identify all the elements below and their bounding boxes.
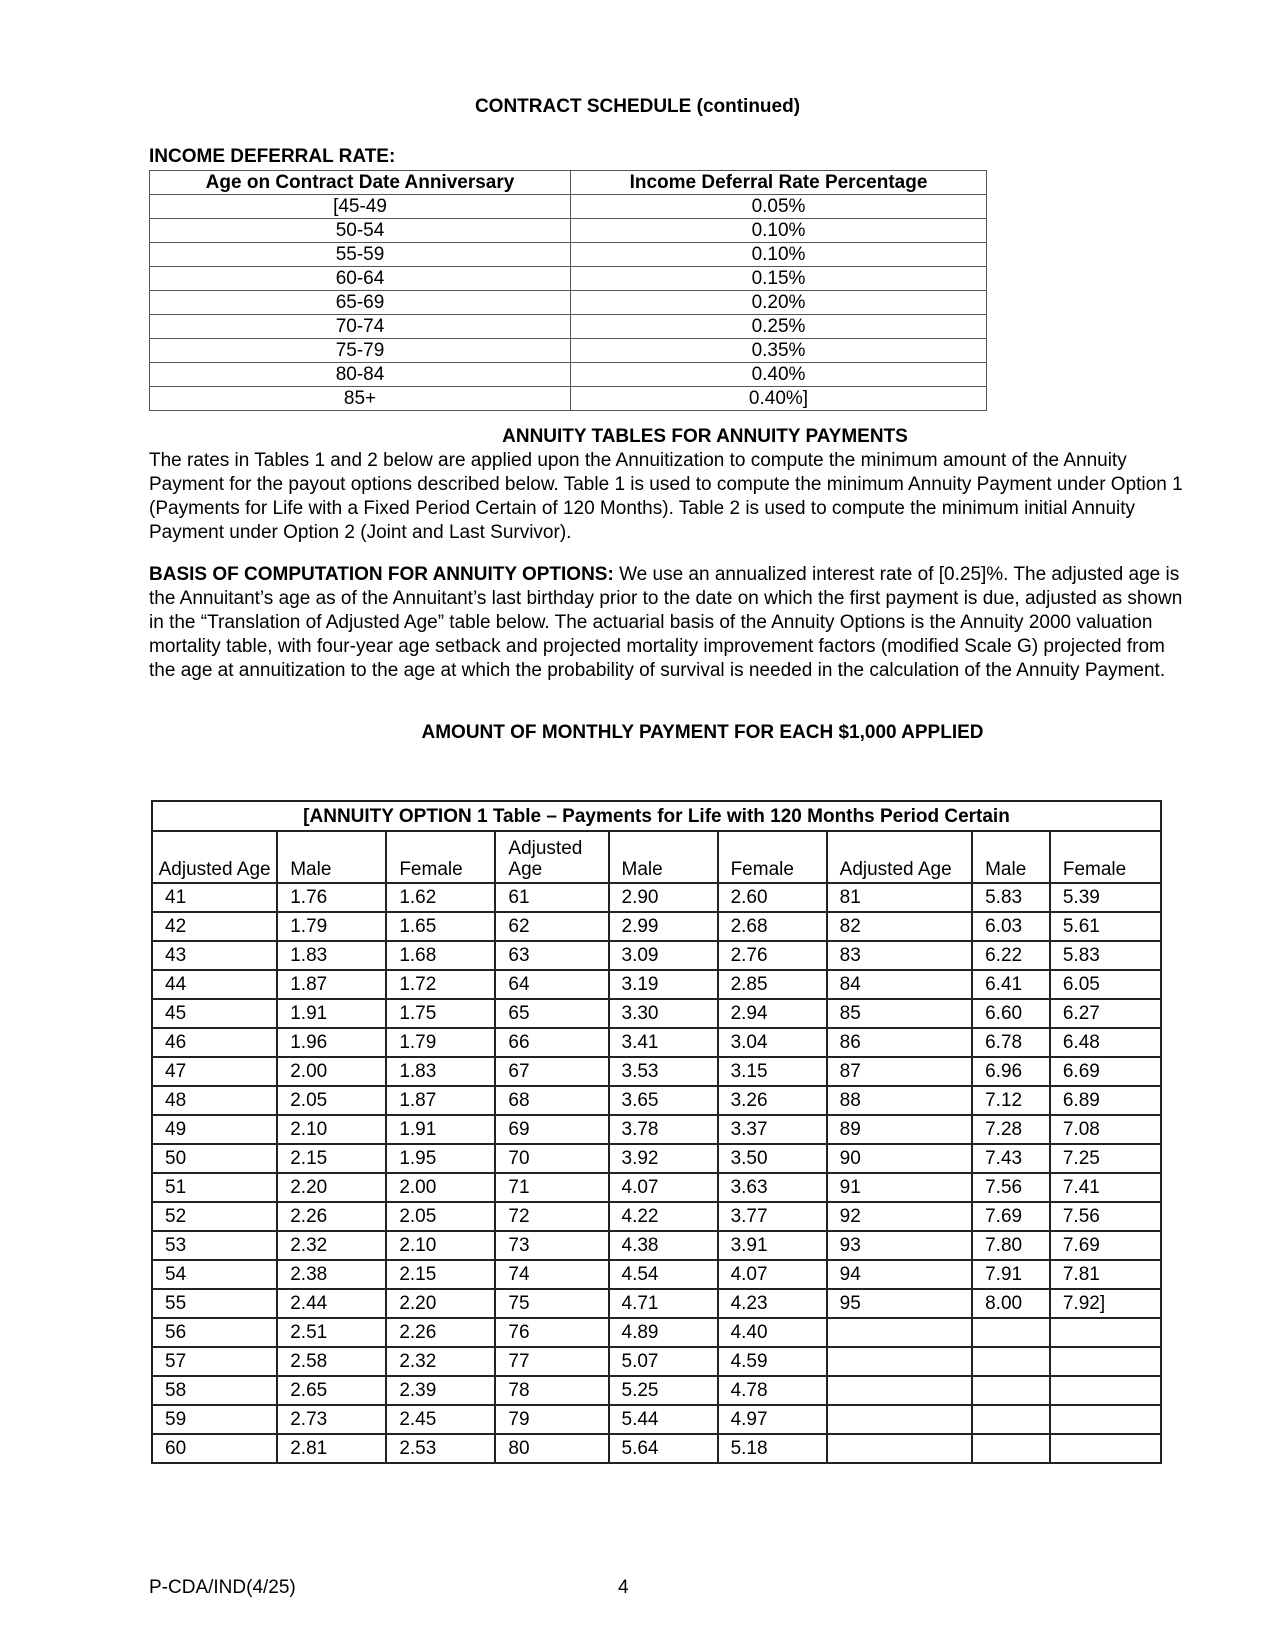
deferral-rate-cell: 0.25% — [571, 315, 987, 339]
adjusted-age-cell: 94 — [827, 1260, 972, 1289]
table-row — [152, 1405, 1161, 1434]
female-rate-cell: 3.26 — [718, 1086, 827, 1115]
female-rate-cell: 1.91 — [386, 1115, 495, 1144]
male-rate-cell: 4.71 — [609, 1289, 718, 1318]
deferral-rate-cell: 0.35% — [571, 339, 987, 363]
male-rate-cell: 5.64 — [609, 1434, 718, 1463]
table-row — [152, 883, 1161, 912]
table-row — [152, 1318, 1161, 1347]
adjusted-age-cell: 91 — [827, 1173, 972, 1202]
male-rate-cell: 7.56 — [972, 1173, 1050, 1202]
female-rate-cell: 7.92] — [1050, 1289, 1161, 1318]
adjusted-age-cell: 66 — [495, 1028, 608, 1057]
female-rate-cell: 2.10 — [386, 1231, 495, 1260]
adjusted-age-cell: 95 — [827, 1289, 972, 1318]
adjusted-age-cell: 86 — [827, 1028, 972, 1057]
page-number: 4 — [618, 1577, 629, 1598]
female-header: Female — [1050, 831, 1161, 883]
adjusted-age-cell: 81 — [827, 883, 972, 912]
adjusted-age-cell: 60 — [152, 1434, 277, 1463]
male-rate-cell: 2.58 — [277, 1347, 386, 1376]
adjusted-age-cell: 85 — [827, 999, 972, 1028]
deferral-age-cell: 60-64 — [150, 267, 571, 291]
adjusted-age-cell: 65 — [495, 999, 608, 1028]
male-rate-cell: 2.05 — [277, 1086, 386, 1115]
annuity-title-row — [152, 801, 1161, 831]
table-row — [152, 1376, 1161, 1405]
male-rate-cell: 4.22 — [609, 1202, 718, 1231]
adjusted-age-cell — [827, 1376, 972, 1405]
female-rate-cell: 3.37 — [718, 1115, 827, 1144]
female-rate-cell: 2.60 — [718, 883, 827, 912]
adjusted-age-cell: 58 — [152, 1376, 277, 1405]
table-row — [152, 1347, 1161, 1376]
female-rate-cell: 6.69 — [1050, 1057, 1161, 1086]
male-rate-cell — [972, 1347, 1050, 1376]
adjusted-age-cell: 93 — [827, 1231, 972, 1260]
male-rate-cell: 3.41 — [609, 1028, 718, 1057]
adjusted-age-cell: 64 — [495, 970, 608, 999]
female-rate-cell — [1050, 1376, 1161, 1405]
adjusted-age-cell: 49 — [152, 1115, 277, 1144]
female-rate-cell: 1.83 — [386, 1057, 495, 1086]
male-rate-cell: 1.83 — [277, 941, 386, 970]
adjusted-age-cell: 43 — [152, 941, 277, 970]
male-rate-cell: 6.78 — [972, 1028, 1050, 1057]
deferral-age-cell: 70-74 — [150, 315, 571, 339]
male-rate-cell: 2.32 — [277, 1231, 386, 1260]
male-rate-cell: 1.76 — [277, 883, 386, 912]
female-rate-cell: 4.78 — [718, 1376, 827, 1405]
female-rate-cell: 4.40 — [718, 1318, 827, 1347]
male-rate-cell: 3.30 — [609, 999, 718, 1028]
adjusted-age-cell: 89 — [827, 1115, 972, 1144]
male-rate-cell: 2.26 — [277, 1202, 386, 1231]
male-rate-cell — [972, 1318, 1050, 1347]
adjusted-age-cell: 45 — [152, 999, 277, 1028]
annuity-header-row — [152, 831, 1161, 883]
annuity-option1-table — [151, 800, 1162, 1464]
table-row — [152, 999, 1161, 1028]
table-row — [152, 1144, 1161, 1173]
adjusted-age-header: Adjusted Age — [827, 831, 972, 883]
deferral-row — [150, 195, 987, 219]
male-rate-cell: 5.83 — [972, 883, 1050, 912]
adjusted-age-cell: 41 — [152, 883, 277, 912]
female-rate-cell: 1.87 — [386, 1086, 495, 1115]
income-deferral-body — [150, 195, 987, 411]
female-rate-cell — [1050, 1318, 1161, 1347]
adjusted-age-cell: 72 — [495, 1202, 608, 1231]
annuity-tables-heading: ANNUITY TABLES FOR ANNUITY PAYMENTS — [502, 426, 908, 447]
female-rate-cell: 2.53 — [386, 1434, 495, 1463]
male-rate-cell: 8.00 — [972, 1289, 1050, 1318]
male-header: Male — [609, 831, 718, 883]
male-rate-cell: 2.20 — [277, 1173, 386, 1202]
male-rate-cell: 4.89 — [609, 1318, 718, 1347]
male-rate-cell: 2.90 — [609, 883, 718, 912]
adjusted-age-cell: 74 — [495, 1260, 608, 1289]
female-rate-cell: 6.05 — [1050, 970, 1161, 999]
male-header: Male — [972, 831, 1050, 883]
deferral-row — [150, 387, 987, 411]
female-rate-cell: 4.23 — [718, 1289, 827, 1318]
deferral-age-cell: [45-49 — [150, 195, 571, 219]
male-rate-cell: 1.96 — [277, 1028, 386, 1057]
adjusted-age-cell: 55 — [152, 1289, 277, 1318]
female-rate-cell: 7.25 — [1050, 1144, 1161, 1173]
adjusted-age-cell: 77 — [495, 1347, 608, 1376]
male-rate-cell: 2.38 — [277, 1260, 386, 1289]
female-rate-cell: 4.07 — [718, 1260, 827, 1289]
adjusted-age-cell: 92 — [827, 1202, 972, 1231]
female-rate-cell: 7.41 — [1050, 1173, 1161, 1202]
female-rate-cell: 1.75 — [386, 999, 495, 1028]
deferral-age-cell: 65-69 — [150, 291, 571, 315]
adjusted-age-cell: 57 — [152, 1347, 277, 1376]
female-rate-cell: 3.15 — [718, 1057, 827, 1086]
adjusted-age-cell: 44 — [152, 970, 277, 999]
rate-column-header: Income Deferral Rate Percentage — [571, 171, 987, 195]
female-rate-cell — [1050, 1434, 1161, 1463]
table-row — [152, 1231, 1161, 1260]
annuity-option1-body — [152, 801, 1161, 1463]
male-rate-cell: 7.91 — [972, 1260, 1050, 1289]
adjusted-age-cell: 67 — [495, 1057, 608, 1086]
female-rate-cell: 7.56 — [1050, 1202, 1161, 1231]
adjusted-age-cell: 48 — [152, 1086, 277, 1115]
deferral-row — [150, 267, 987, 291]
female-rate-cell: 2.00 — [386, 1173, 495, 1202]
table-row — [152, 1115, 1161, 1144]
adjusted-age-cell — [827, 1347, 972, 1376]
adjusted-age-cell: 87 — [827, 1057, 972, 1086]
male-rate-cell: 2.51 — [277, 1318, 386, 1347]
form-number: P-CDA/IND(4/25) — [149, 1577, 296, 1598]
adjusted-age-cell: 78 — [495, 1376, 608, 1405]
male-rate-cell: 3.09 — [609, 941, 718, 970]
adjusted-age-cell — [827, 1318, 972, 1347]
male-header: Male — [277, 831, 386, 883]
table-row — [152, 941, 1161, 970]
adjusted-age-cell: 83 — [827, 941, 972, 970]
adjusted-age-cell: 61 — [495, 883, 608, 912]
female-rate-cell: 1.79 — [386, 1028, 495, 1057]
female-rate-cell: 6.89 — [1050, 1086, 1161, 1115]
female-rate-cell: 5.39 — [1050, 883, 1161, 912]
female-rate-cell: 2.15 — [386, 1260, 495, 1289]
female-rate-cell: 5.18 — [718, 1434, 827, 1463]
male-rate-cell: 2.73 — [277, 1405, 386, 1434]
deferral-rate-cell: 0.40%] — [571, 387, 987, 411]
female-rate-cell: 2.32 — [386, 1347, 495, 1376]
adjusted-age-cell: 52 — [152, 1202, 277, 1231]
male-rate-cell: 7.69 — [972, 1202, 1050, 1231]
deferral-row — [150, 219, 987, 243]
table-row — [152, 1434, 1161, 1463]
male-rate-cell: 3.19 — [609, 970, 718, 999]
female-rate-cell: 2.20 — [386, 1289, 495, 1318]
female-rate-cell: 4.59 — [718, 1347, 827, 1376]
female-rate-cell: 2.85 — [718, 970, 827, 999]
table-row — [152, 912, 1161, 941]
female-rate-cell: 3.50 — [718, 1144, 827, 1173]
female-rate-cell: 1.62 — [386, 883, 495, 912]
deferral-row — [150, 243, 987, 267]
deferral-rate-cell: 0.05% — [571, 195, 987, 219]
female-rate-cell: 1.95 — [386, 1144, 495, 1173]
deferral-row — [150, 363, 987, 387]
female-rate-cell: 2.39 — [386, 1376, 495, 1405]
basis-text: We use an annualized interest rate of [0.25]%. The adjusted age is the Annuitant’s age as of the Annuitant’s last birthday prior to the date on which the first payment is due, adjusted as shown in the “Translation of Adjusted Age” table below. The actuarial basis of the Annuity Options is the Annuity 2000 valuation mortality table, with four-year age setback and projected mortality improvement factors (modified Scale G) projected from the age at annuitization to the age at which the probability of survival is needed in the calculation of the Annuity Payment. — [149, 564, 1183, 681]
adjusted-age-cell — [827, 1434, 972, 1463]
female-rate-cell: 7.81 — [1050, 1260, 1161, 1289]
male-rate-cell: 7.43 — [972, 1144, 1050, 1173]
table-row — [152, 1086, 1161, 1115]
adjusted-age-cell: 42 — [152, 912, 277, 941]
adjusted-age-cell: 47 — [152, 1057, 277, 1086]
income-deferral-header-row — [150, 171, 987, 195]
deferral-age-cell: 75-79 — [150, 339, 571, 363]
deferral-row — [150, 339, 987, 363]
adjusted-age-cell: 53 — [152, 1231, 277, 1260]
male-rate-cell: 7.28 — [972, 1115, 1050, 1144]
deferral-age-cell: 85+ — [150, 387, 571, 411]
deferral-row — [150, 315, 987, 339]
deferral-age-cell: 55-59 — [150, 243, 571, 267]
male-rate-cell: 2.15 — [277, 1144, 386, 1173]
monthly-payment-heading: AMOUNT OF MONTHLY PAYMENT FOR EACH $1,000 APPLIED — [421, 722, 984, 743]
male-rate-cell: 2.10 — [277, 1115, 386, 1144]
male-rate-cell: 4.54 — [609, 1260, 718, 1289]
male-rate-cell: 6.03 — [972, 912, 1050, 941]
adjusted-age-cell: 84 — [827, 970, 972, 999]
deferral-rate-cell: 0.40% — [571, 363, 987, 387]
female-rate-cell: 5.83 — [1050, 941, 1161, 970]
adjusted-age-cell: 75 — [495, 1289, 608, 1318]
table-row — [152, 1260, 1161, 1289]
table-row — [152, 1028, 1161, 1057]
male-rate-cell: 2.65 — [277, 1376, 386, 1405]
male-rate-cell: 1.87 — [277, 970, 386, 999]
male-rate-cell: 2.99 — [609, 912, 718, 941]
adjusted-age-cell: 76 — [495, 1318, 608, 1347]
page-title: CONTRACT SCHEDULE (continued) — [474, 96, 801, 117]
adjusted-age-cell: 82 — [827, 912, 972, 941]
female-rate-cell: 3.63 — [718, 1173, 827, 1202]
male-rate-cell: 5.25 — [609, 1376, 718, 1405]
annuity-option1-title: [ANNUITY OPTION 1 Table – Payments for Life with 120 Months Period Certain — [152, 801, 1161, 831]
deferral-rate-cell: 0.10% — [571, 219, 987, 243]
female-rate-cell: 6.48 — [1050, 1028, 1161, 1057]
male-rate-cell: 6.96 — [972, 1057, 1050, 1086]
deferral-rate-cell: 0.20% — [571, 291, 987, 315]
female-rate-cell: 2.26 — [386, 1318, 495, 1347]
female-header: Female — [386, 831, 495, 883]
female-rate-cell: 2.76 — [718, 941, 827, 970]
male-rate-cell: 2.44 — [277, 1289, 386, 1318]
table-row — [152, 1173, 1161, 1202]
adjusted-age-cell: 51 — [152, 1173, 277, 1202]
female-rate-cell: 3.91 — [718, 1231, 827, 1260]
female-rate-cell: 6.27 — [1050, 999, 1161, 1028]
male-rate-cell: 6.60 — [972, 999, 1050, 1028]
male-rate-cell: 5.07 — [609, 1347, 718, 1376]
deferral-rate-cell: 0.10% — [571, 243, 987, 267]
basis-paragraph — [149, 563, 1189, 683]
female-rate-cell — [1050, 1347, 1161, 1376]
adjusted-age-cell: 90 — [827, 1144, 972, 1173]
adjusted-age-cell — [827, 1405, 972, 1434]
female-rate-cell: 4.97 — [718, 1405, 827, 1434]
male-rate-cell: 1.91 — [277, 999, 386, 1028]
adjusted-age-header: Adjusted Age — [495, 831, 608, 883]
adjusted-age-cell: 80 — [495, 1434, 608, 1463]
female-rate-cell: 2.68 — [718, 912, 827, 941]
adjusted-age-cell: 70 — [495, 1144, 608, 1173]
adjusted-age-cell: 59 — [152, 1405, 277, 1434]
female-rate-cell: 3.04 — [718, 1028, 827, 1057]
adjusted-age-cell: 63 — [495, 941, 608, 970]
table-row — [152, 1202, 1161, 1231]
male-rate-cell: 4.07 — [609, 1173, 718, 1202]
female-rate-cell: 2.94 — [718, 999, 827, 1028]
income-deferral-table — [149, 170, 987, 411]
female-rate-cell — [1050, 1405, 1161, 1434]
adjusted-age-cell: 56 — [152, 1318, 277, 1347]
female-rate-cell: 7.08 — [1050, 1115, 1161, 1144]
deferral-row — [150, 291, 987, 315]
female-rate-cell: 7.69 — [1050, 1231, 1161, 1260]
female-rate-cell: 1.65 — [386, 912, 495, 941]
female-rate-cell: 2.05 — [386, 1202, 495, 1231]
adjusted-age-cell: 79 — [495, 1405, 608, 1434]
adjusted-age-cell: 46 — [152, 1028, 277, 1057]
female-rate-cell: 1.68 — [386, 941, 495, 970]
male-rate-cell: 3.78 — [609, 1115, 718, 1144]
deferral-age-cell: 50-54 — [150, 219, 571, 243]
female-rate-cell: 5.61 — [1050, 912, 1161, 941]
table-row — [152, 970, 1161, 999]
adjusted-age-cell: 73 — [495, 1231, 608, 1260]
male-rate-cell — [972, 1376, 1050, 1405]
deferral-rate-cell: 0.15% — [571, 267, 987, 291]
table-row — [152, 1289, 1161, 1318]
male-rate-cell: 5.44 — [609, 1405, 718, 1434]
annuity-tables-paragraph: The rates in Tables 1 and 2 below are applied upon the Annuitization to compute the minimum amount of the Annuity Payment for the payout options described below. Table 1 is used to compute the minimum Annuity Payment under Option 1 (Payments for Life with a Fixed Period Certain of 120 Months). Table 2 is used to compute the minimum initial Annuity Payment under Option 2 (Joint and Last Survivor). — [149, 450, 1183, 543]
basis-label: BASIS OF COMPUTATION FOR ANNUITY OPTIONS: — [149, 564, 614, 585]
male-rate-cell: 3.53 — [609, 1057, 718, 1086]
adjusted-age-cell: 62 — [495, 912, 608, 941]
age-column-header: Age on Contract Date Anniversary — [150, 171, 571, 195]
female-rate-cell: 1.72 — [386, 970, 495, 999]
male-rate-cell — [972, 1434, 1050, 1463]
deferral-age-cell: 80-84 — [150, 363, 571, 387]
female-rate-cell: 2.45 — [386, 1405, 495, 1434]
adjusted-age-cell: 54 — [152, 1260, 277, 1289]
male-rate-cell: 3.65 — [609, 1086, 718, 1115]
male-rate-cell: 2.00 — [277, 1057, 386, 1086]
adjusted-age-cell: 50 — [152, 1144, 277, 1173]
male-rate-cell: 7.80 — [972, 1231, 1050, 1260]
female-header: Female — [718, 831, 827, 883]
income-deferral-heading: INCOME DEFERRAL RATE: — [149, 146, 396, 167]
adjusted-age-cell: 68 — [495, 1086, 608, 1115]
male-rate-cell: 3.92 — [609, 1144, 718, 1173]
female-rate-cell: 3.77 — [718, 1202, 827, 1231]
adjusted-age-cell: 69 — [495, 1115, 608, 1144]
adjusted-age-header: Adjusted Age — [152, 831, 277, 883]
male-rate-cell: 6.41 — [972, 970, 1050, 999]
male-rate-cell: 4.38 — [609, 1231, 718, 1260]
male-rate-cell: 7.12 — [972, 1086, 1050, 1115]
male-rate-cell — [972, 1405, 1050, 1434]
male-rate-cell: 1.79 — [277, 912, 386, 941]
male-rate-cell: 2.81 — [277, 1434, 386, 1463]
adjusted-age-cell: 88 — [827, 1086, 972, 1115]
male-rate-cell: 6.22 — [972, 941, 1050, 970]
adjusted-age-cell: 71 — [495, 1173, 608, 1202]
table-row — [152, 1057, 1161, 1086]
